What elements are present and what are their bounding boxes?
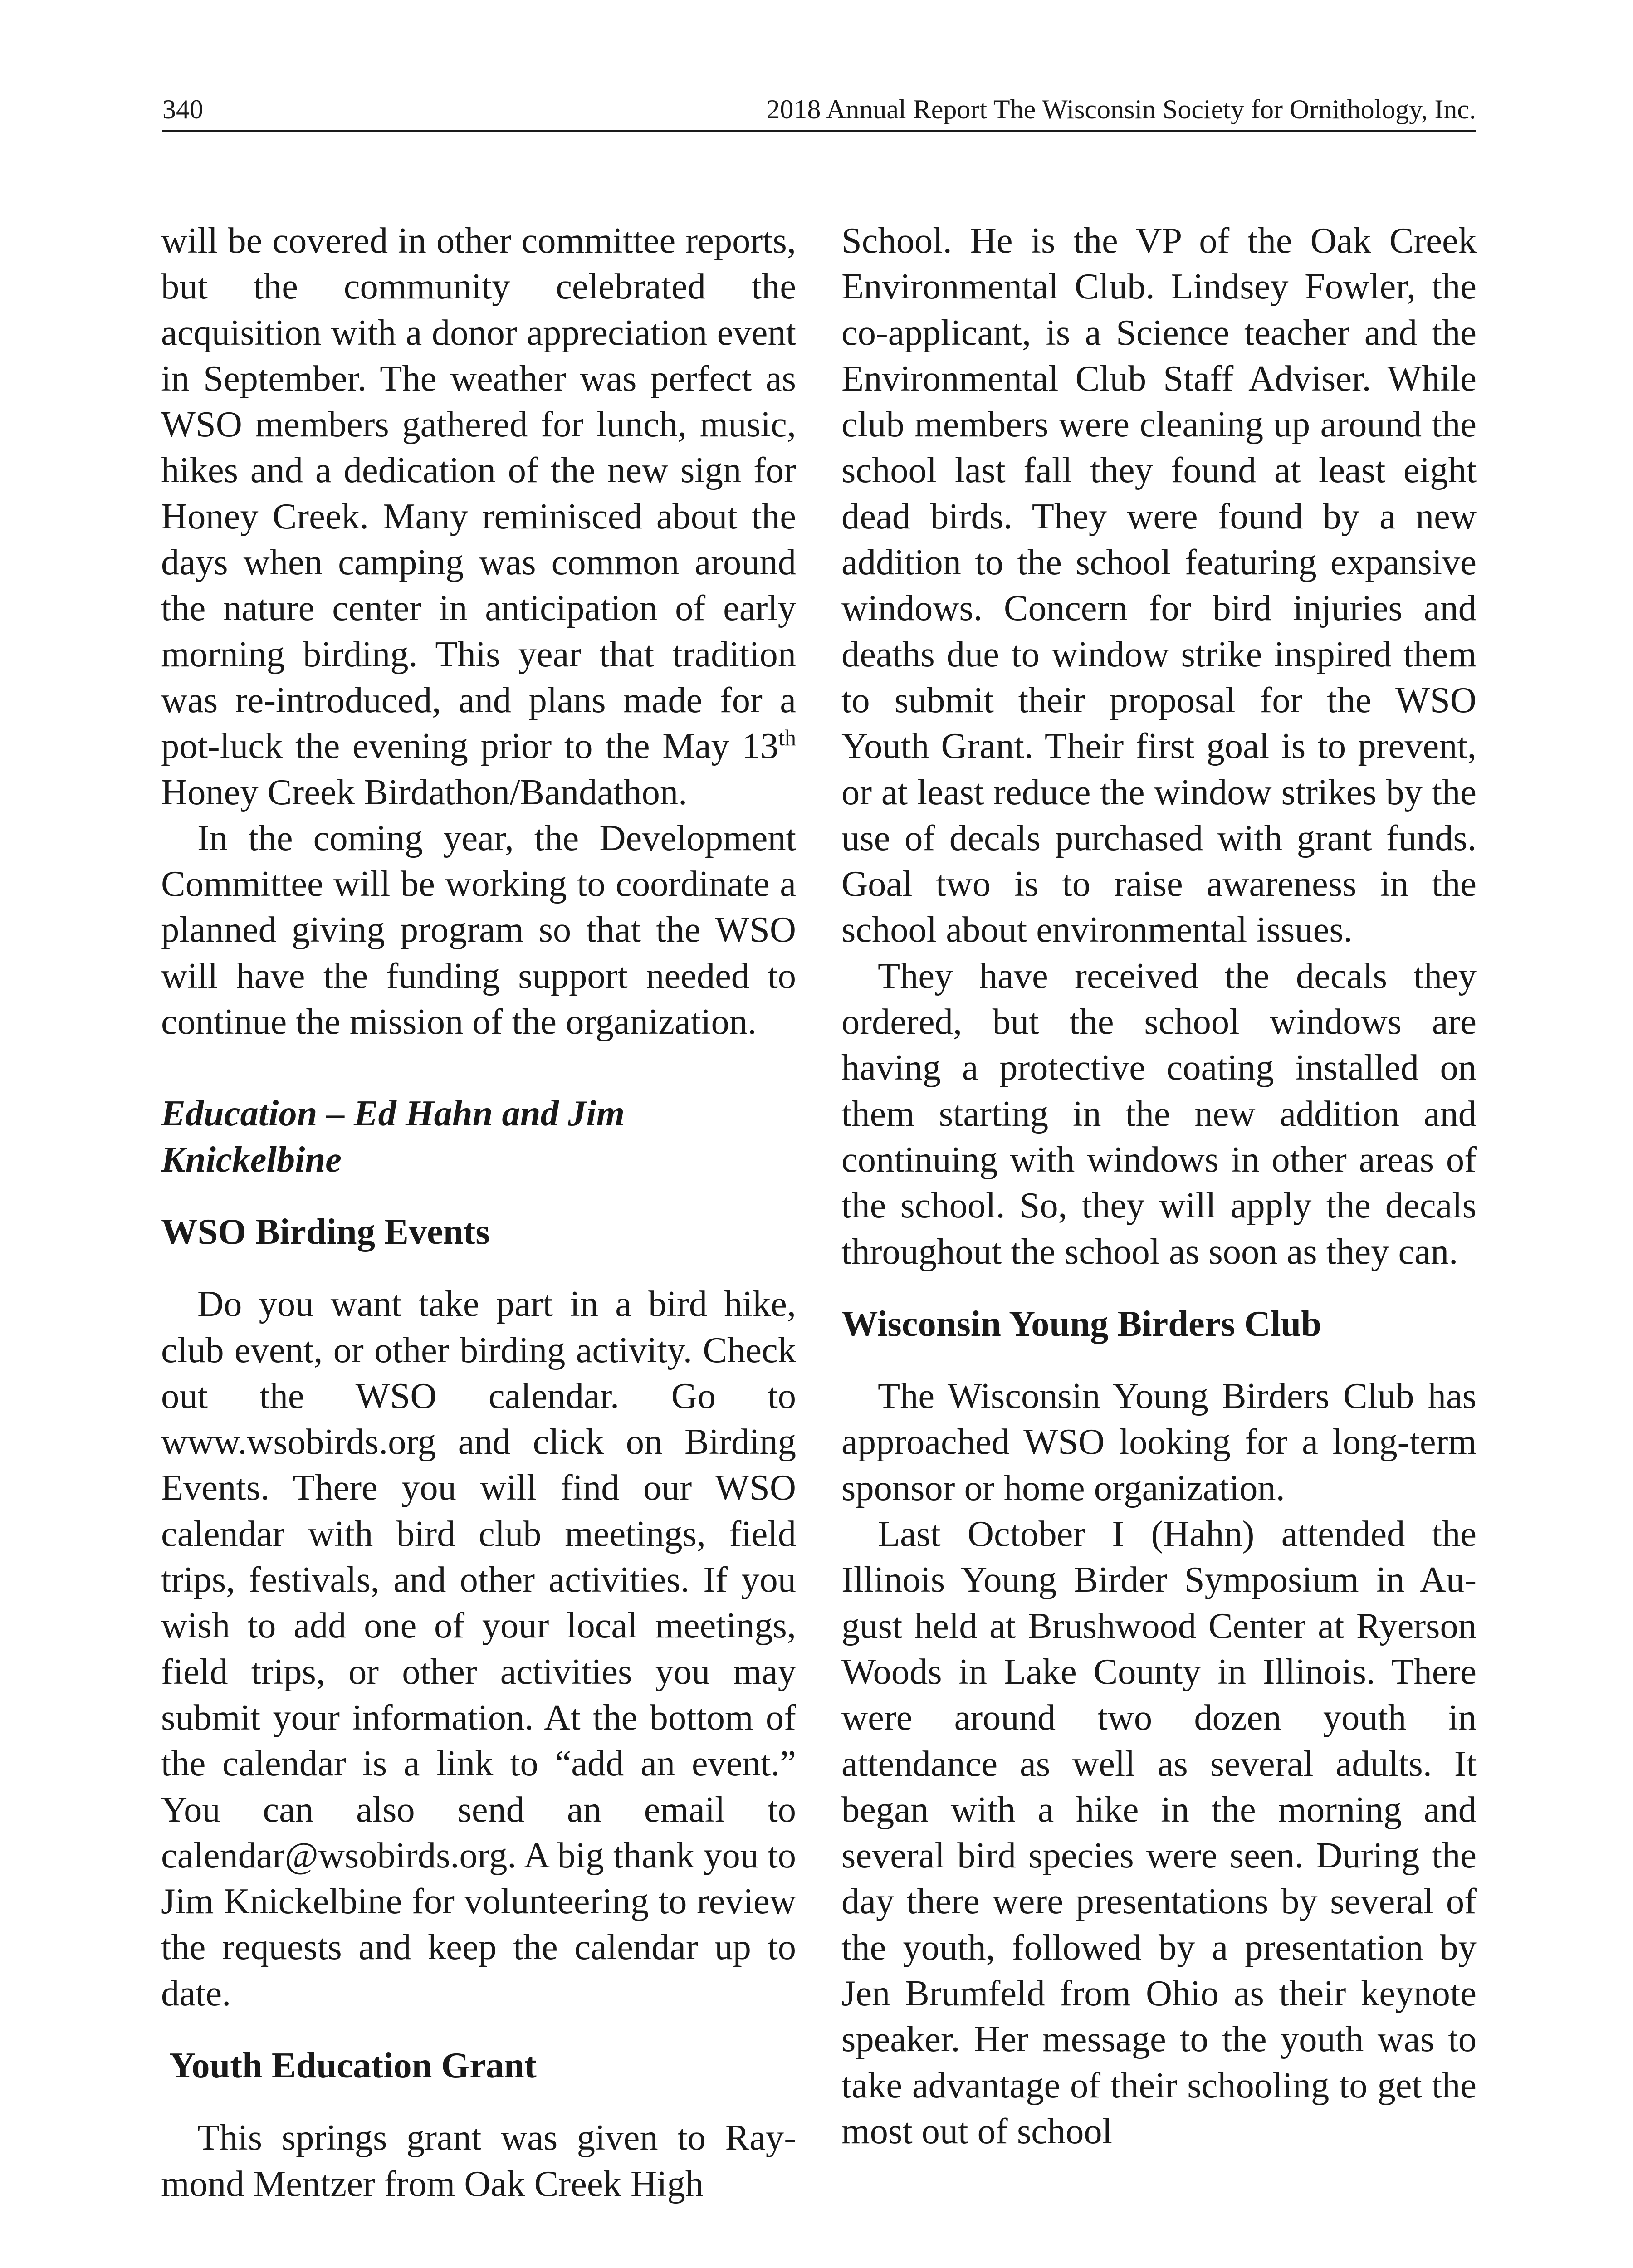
running-title: 2018 Annual Report The Wisconsin Society for Ornithology, Inc. <box>766 94 1476 124</box>
page-header <box>162 89 1476 132</box>
paragraph-symposium: Last October I (Hahn) attended the Illinois Young Birder Symposium in August held at Brushwood Center at Ryerson Woods in Lake County in Illinois. There were around two dozen youth in attendance as well as several adults. It began with a hike in the morning and several bird species were seen. During the day there were presentations by several of the youth, followed by a presentation by Jen Brumfeld from Ohio as their keynote speaker. Her message to the youth was to take advantage of their schooling to get the most out of school <box>841 1514 1477 2151</box>
paragraph-development: In the coming year, the Development Committee will be working to coordinate a planned giving program so that the WSO will have the funding support needed to continue the mission of the organization. <box>161 817 796 1042</box>
paragraph-youth-grant: This springs grant was given to Raymond Mentzer from Oak Creek High <box>161 2117 796 2204</box>
paragraph-decals: They have received the decals they ordered, but the school windows are having a protective coating installed on them starting in the new addition and continuing with windows in other areas of the school. So, they will apply the decals throughout the school as soon as they can. <box>841 955 1477 1272</box>
paragraph-text: will be covered in other committee reports, but the community celebrated the acquisition with a donor appreciation event in September. The weather was perfect as WSO members gathered for lunch, music, hikes and a dedication of the new sign for Honey Creek. Many reminisced about the days when camping was common around the nature center in anticipation of early morning birding. This year that tradition was re-introduced, and plans made for a pot-luck the evening prior to the May 13 <box>161 220 796 767</box>
page-number: 340 <box>162 94 203 124</box>
left-column <box>161 218 796 2207</box>
section-heading-young-birders: Wisconsin Young Birders Club <box>841 1303 1321 1344</box>
paragraph-continued <box>161 218 796 815</box>
right-column <box>841 218 1477 2154</box>
ordinal-suffix: th <box>778 725 796 751</box>
section-heading-education: Education – Ed Hahn and Jim Knickelbine <box>161 1093 625 1180</box>
section-heading-youth-grant: Youth Education Grant <box>169 2045 537 2086</box>
paragraph-birding-events: Do you want take part in a bird hike, club event, or other birding activity. Check out the WSO calendar. Go to www.wsobirds.org and click on Birding Events. There you will find our WSO calendar with bird club meetings, field trips, festivals, and other activities. If you wish to add one of your local meetings, field trips, or other activities you may submit your information. At the bottom of the calendar is a link to “add an event.” You can also send an email to calendar@wsobirds.org. A big thank you to Jim Knickelbine for volunteering to review the requests and keep the calendar up to date. <box>161 1284 796 2014</box>
paragraph-grant-continued: School. He is the VP of the Oak Creek Environmental Club. Lindsey Fowler, the co-applicant, is a Science teacher and the Environmental Club Staff Adviser. While club members were cleaning up around the school last fall they found at least eight dead birds. They were found by a new addition to the school featuring expansive windows. Concern for bird injuries and deaths due to window strike inspired them to submit their proposal for the WSO Youth Grant. Their first goal is to prevent, or at least reduce the window strikes by the use of decals purchased with grant funds. Goal two is to raise awareness in the school about environmental issues. <box>841 220 1477 950</box>
section-heading-birding-events: WSO Birding Events <box>161 1211 490 1252</box>
paragraph-text-end: Honey Creek Birdathon/Bandathon. <box>161 772 688 812</box>
paragraph-young-birders: The Wisconsin Young Birders Club has approached WSO looking for a long-term sponsor or home organization. <box>841 1376 1477 1508</box>
